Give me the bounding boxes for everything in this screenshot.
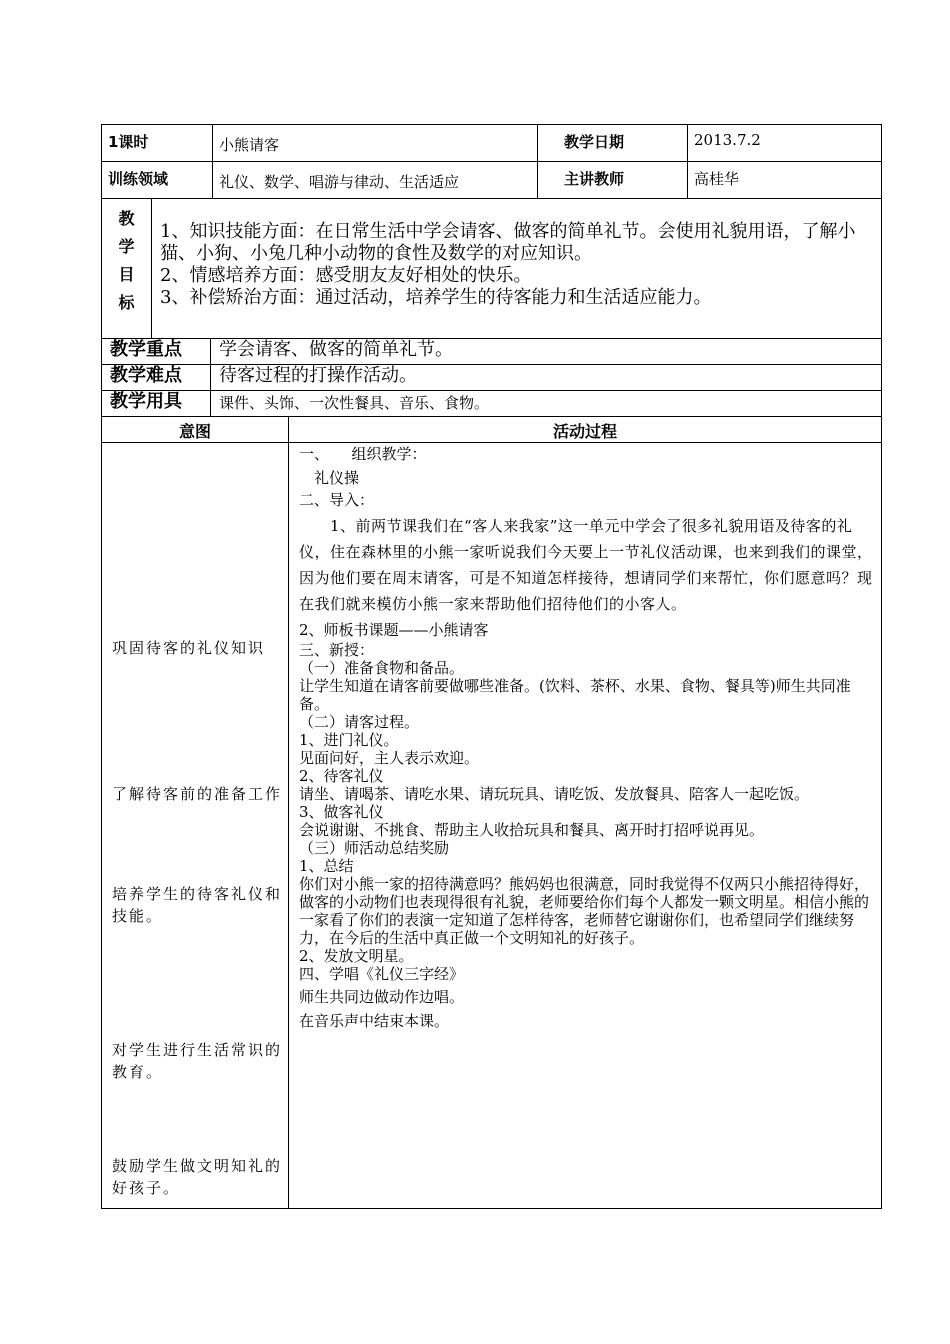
intent-item-2: 了解待客前的准备工作	[112, 785, 283, 803]
process-column	[289, 443, 882, 1209]
intent-item-1: 巩固待客的礼仪知识	[112, 639, 266, 657]
goal-line-3: 3、补偿矫治方面：通过活动，培养学生的待客能力和生活适应能力。	[160, 287, 712, 308]
process-line: 师生共同边做动作边唱。	[299, 988, 465, 1006]
teacher-label: 主讲教师	[538, 162, 688, 199]
process-line: 2、待客礼仪	[299, 767, 384, 785]
tools-label: 教学用具	[102, 391, 211, 417]
lesson-plan-document	[101, 124, 881, 1209]
goal-line-1: 1、知识技能方面：在日常生活中学会请客、做客的简单礼节。会使用礼貌用语，了解小猫、小狗、小兔几种小动物的食性及数学的对应知识。	[160, 221, 856, 264]
process-line: 请坐、请喝茶、请吃水果、请玩玩具、请吃饭、发放餐具、陪客人一起吃饭。	[299, 785, 810, 803]
lesson-title: 小熊请客	[213, 125, 538, 162]
process-line: 四、学唱《礼仪三字经》	[299, 965, 465, 983]
process-line: 2、师板书课题——小熊请客	[299, 621, 489, 639]
process-paragraph: 你们对小熊一家的招待满意吗？熊妈妈也很满意，同时我觉得不仅两只小熊招待得好，做客的小动物们也表现得很有礼貌，老师要给你们每个人都发一颗文明星。相信小熊的一家看了你们的表演一定知道了怎样待客，老师替它谢谢你们，也希望同学们继续努力，在今后的生活中真正做一个文明知礼的好孩子。	[299, 875, 870, 947]
intent-item-3: 培养学生的待客礼仪和技能。	[112, 885, 283, 925]
process-line: （二）请客过程。	[299, 713, 420, 731]
summary-table	[101, 338, 882, 417]
date-value: 2013.7.2	[688, 125, 882, 162]
process-line: （一）准备食物和备品。	[299, 659, 465, 677]
goals-label-char: 学	[118, 237, 135, 256]
goals-label-char: 教	[118, 209, 135, 228]
process-line: 3、做客礼仪	[299, 803, 384, 821]
field-value: 礼仪、数学、唱游与律动、生活适应	[213, 162, 538, 199]
process-line: （三）师活动总结奖励	[299, 839, 450, 857]
process-paragraph: 1、前两节课我们在“客人来我家”这一单元中学会了很多礼貌用语及待客的礼仪，住在森林里的小熊一家听说我们今天要上一节礼仪活动课，也来到我们的课堂，因为他们要在周末请客，可是不知道怎样接待，想请同学们来帮忙，你们愿意吗？现在我们就来模仿小熊一家来帮助他们招待他们的小客人。	[299, 517, 873, 613]
process-line: 见面问好，主人表示欢迎。	[299, 749, 480, 767]
lesson-label: 1课时	[102, 125, 213, 162]
process-line: 一、 组织教学：	[299, 445, 427, 463]
intent-column	[102, 443, 289, 1209]
process-line: 让学生知道在请客前要做哪些准备。(饮料、茶杯、水果、食物、餐具等)师生共同准备。	[299, 677, 851, 713]
teacher-value: 高桂华	[688, 162, 882, 199]
intent-item-5: 鼓励学生做文明知礼的好孩子。	[112, 1157, 283, 1197]
intent-item-4: 对学生进行生活常识的教育。	[112, 1041, 283, 1081]
difficulty-label: 教学难点	[102, 365, 211, 391]
key-point-label: 教学重点	[102, 339, 211, 365]
goals-label-char: 标	[118, 293, 135, 312]
process-line: 礼仪操	[299, 469, 360, 487]
goal-line-2: 2、情感培养方面：感受朋友友好相处的快乐。	[160, 265, 532, 286]
process-line: 1、总结	[299, 857, 354, 875]
header-table	[101, 124, 882, 199]
activity-table	[101, 416, 882, 1209]
process-line: 2、发放文明星。	[299, 947, 414, 965]
date-label: 教学日期	[538, 125, 688, 162]
goals-table	[101, 198, 882, 339]
field-label: 训练领域	[102, 162, 213, 199]
process-line: 会说谢谢、不挑食、帮助主人收拾玩具和餐具、离开时打招呼说再见。	[299, 821, 765, 839]
intent-column-header: 意图	[102, 417, 289, 443]
key-point-value: 学会请客、做客的简单礼节。	[211, 339, 882, 365]
tools-value: 课件、头饰、一次性餐具、音乐、食物。	[211, 391, 882, 417]
process-line: 二、导入：	[299, 491, 375, 509]
goals-content	[152, 199, 882, 339]
process-column-header: 活动过程	[289, 417, 882, 443]
process-line: 1、进门礼仪。	[299, 731, 399, 749]
process-line: 三、新授：	[299, 641, 375, 659]
goals-label	[102, 199, 152, 339]
goals-label-char: 目	[118, 265, 135, 284]
difficulty-value: 待客过程的打操作活动。	[211, 365, 882, 391]
process-line: 在音乐声中结束本课。	[299, 1012, 450, 1030]
